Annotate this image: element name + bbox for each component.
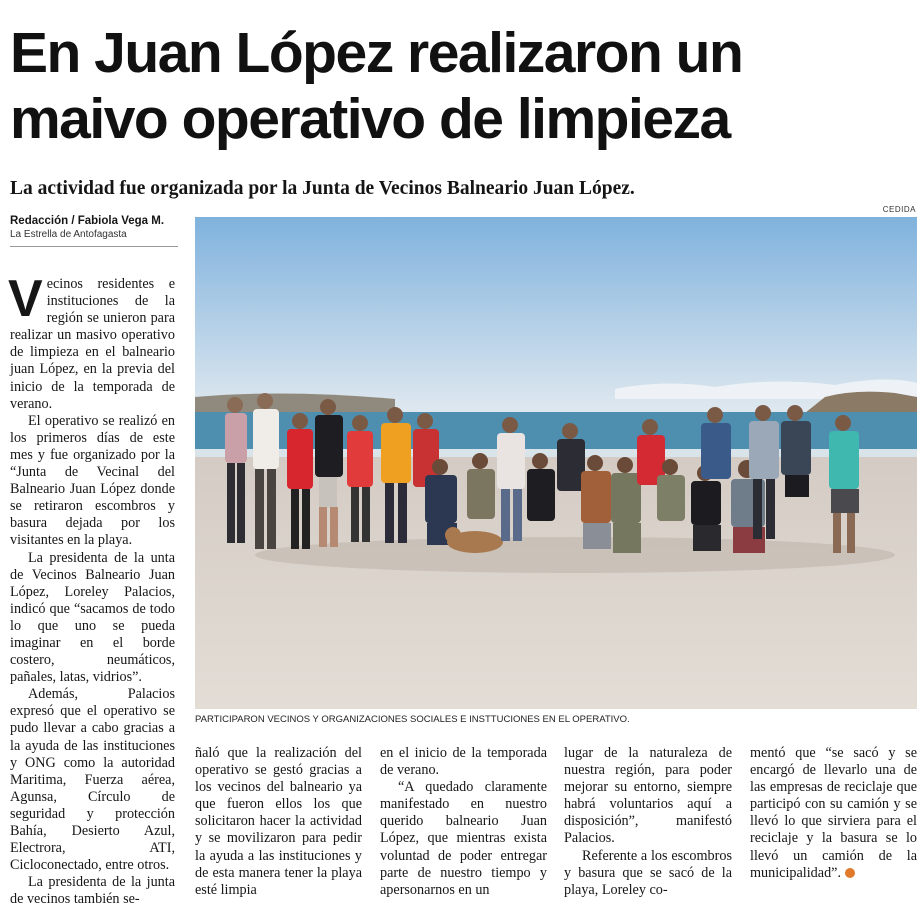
paragraph: Referente a los escombros y basura que se sacó de la playa, Loreley co- — [564, 847, 732, 898]
body-column-1 — [8, 270, 175, 908]
paragraph: La presidenta de la unta de Vecinos Balneario Juan López, Loreley Palacios, indicó que “sacamos de todo lo que uno se pueda imaginar en el borde costero, neumáticos, pañales, latas, vidrios”. — [10, 549, 175, 686]
headline-line-1: En Juan López realizaron un — [10, 21, 743, 85]
byline-author: Redacción / Fabiola Vega M. — [10, 215, 165, 227]
photo-caption: PARTICIPARON VECINOS Y ORGANIZACIONES SOCIALES E INSTTUCIONES EN EL OPERATIVO. — [195, 714, 630, 725]
group-photo — [195, 217, 917, 709]
paragraph — [750, 745, 917, 882]
body-column-3 — [380, 745, 547, 899]
circle-end-mark-icon — [845, 868, 855, 878]
drop-cap: V — [8, 270, 43, 328]
photo-credit: CEDIDA — [882, 205, 916, 214]
headline — [10, 20, 910, 152]
paragraph: en el inicio de la temporada de verano. — [380, 745, 547, 779]
body-column-4 — [564, 745, 732, 899]
paragraph: Además, Palacios expresó que el operativo se pudo llevar a cabo gracias a la ayuda de las instituciones y ONG como la autoridad Maritima, Fuerza aérea, Agunsa, Círculo de seguridad y protección Bahía, Desierto Azul, Electrora, ATI, Cicloconectado, entre otros. — [10, 686, 175, 874]
paragraph: La presidenta de la junta de vecinos también se- — [10, 874, 175, 908]
byline — [10, 214, 178, 247]
body-column-2 — [195, 745, 362, 899]
subheadline: La actividad fue organizada por la Junta de Vecinos Balneario Juan López. — [10, 178, 635, 199]
paragraph — [8, 270, 175, 413]
paragraph-text: mentó que “se sacó y se encargó de llevarlo una de las empresas de reciclaje que participó con su camión y se llevó lo que sirviera para el reciclaje y la basura se lo llevó un camión de la municipalidad”. — [750, 745, 917, 881]
byline-publication: La Estrella de Antofagasta — [10, 229, 127, 240]
crowd-shadow — [255, 537, 895, 573]
paragraph: ñaló que la realización del operativo se gestó gracias a los vecinos del balneario ya que fueron ellos los que solicitaron hacer la actividad y se movilizaron para pedir la ayuda a las instituciones y de esta manera tener la playa esté limpia — [195, 745, 362, 898]
paragraph: El operativo se realizó en los primeros días de este mes y fue organizado por la “Junta de Vecinal del Balneario Juan López donde se retiraron escombros y basura dejada por los visitantes en la playa. — [10, 412, 175, 549]
paragraph: lugar de la naturaleza de nuestra región, para poder mejorar su entorno, siempre habrá voluntarios aquí a disposición”, manifestó Palacios. — [564, 745, 732, 847]
paragraph: “A quedado claramente manifestado en nuestro querido balneario Juan López, que mientras exista voluntad de poder entregar parte de nuestro tiempo y apersonarnos en un — [380, 779, 547, 898]
headline-line-2: maivo operativo de limpieza — [10, 87, 730, 151]
paragraph-text: ecinos residentes e instituciones de la región se unieron para realizar un masivo operativo de limpieza en el balneario juan López, en la previa del inicio de la temporada de verano. — [10, 276, 175, 412]
photo-illustration — [195, 217, 917, 709]
body-column-5 — [750, 745, 917, 882]
